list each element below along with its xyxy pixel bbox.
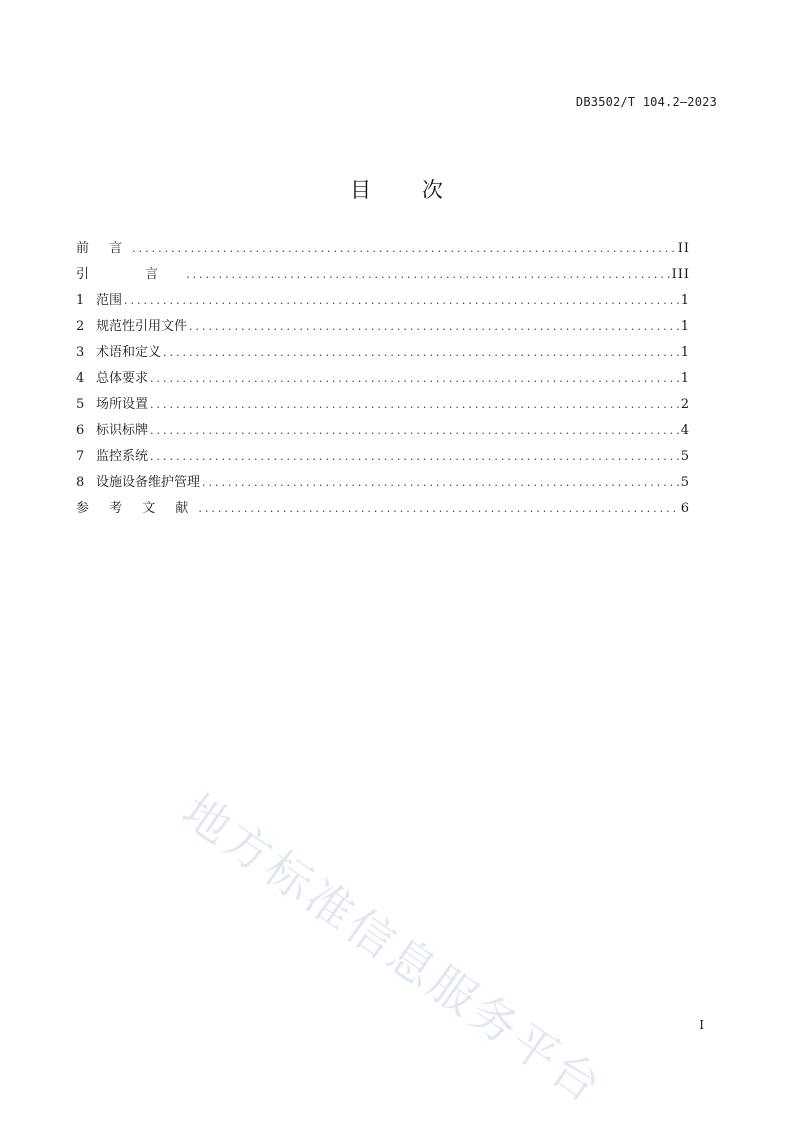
toc-entry-page: 6 <box>680 501 690 516</box>
toc-entry-label: 引 言 <box>76 267 185 282</box>
toc-entry-number: 7 <box>76 449 85 464</box>
toc-entry-number: 2 <box>76 319 85 334</box>
toc-entry-bibliography[interactable] <box>76 496 690 522</box>
toc-leader-dots <box>150 366 679 392</box>
toc-title: 目 次 <box>350 178 465 202</box>
toc-entry-page: 1 <box>680 371 690 386</box>
toc-entry-number: 8 <box>76 475 85 490</box>
toc-entry-label: 参 考 文 献 <box>76 501 197 516</box>
toc-entry-general-requirements[interactable] <box>76 366 690 392</box>
toc-entry-site-setup[interactable] <box>76 392 690 418</box>
toc-entry-page: 1 <box>680 345 690 360</box>
toc-leader-dots <box>198 496 678 522</box>
toc-leader-dots <box>150 418 679 444</box>
toc-entry-page: 5 <box>680 475 690 490</box>
toc-entry-normative-references[interactable] <box>76 314 690 340</box>
toc-entry-label: 监控系统 <box>96 449 149 464</box>
toc-entry-page: II <box>677 241 690 256</box>
toc-entry-page: 1 <box>680 319 690 334</box>
toc-entry-page: 2 <box>680 397 690 412</box>
toc-entry-label: 范围 <box>96 293 123 308</box>
toc-entry-foreword[interactable] <box>76 236 690 262</box>
toc-entry-number: 1 <box>76 293 85 308</box>
toc-entry-label: 总体要求 <box>96 371 149 386</box>
document-id: DB3502/T 104.2—2023 <box>575 95 717 109</box>
toc-leader-dots <box>163 340 679 366</box>
toc-entry-page: 4 <box>680 423 690 438</box>
toc-entry-number: 3 <box>76 345 85 360</box>
toc-leader-dots <box>132 236 676 262</box>
toc-entry-facility-maintenance[interactable] <box>76 470 690 496</box>
toc-leader-dots <box>186 262 669 288</box>
toc-entry-label: 前 言 <box>76 241 131 256</box>
toc-entry-label: 场所设置 <box>96 397 149 412</box>
toc-leader-dots <box>150 392 679 418</box>
toc-entry-label: 标识标牌 <box>96 423 149 438</box>
toc-entry-terms-definitions[interactable] <box>76 340 690 366</box>
toc-entry-number: 4 <box>76 371 85 386</box>
toc-leader-dots <box>189 314 679 340</box>
toc-entry-page: 1 <box>680 293 690 308</box>
toc-entry-label: 规范性引用文件 <box>96 319 188 334</box>
toc-entry-label: 设施设备维护管理 <box>96 475 201 490</box>
table-of-contents <box>76 236 690 522</box>
toc-entry-label: 术语和定义 <box>96 345 162 360</box>
toc-entry-introduction[interactable] <box>76 262 690 288</box>
toc-entry-signage[interactable] <box>76 418 690 444</box>
toc-entry-monitoring-system[interactable] <box>76 444 690 470</box>
toc-leader-dots <box>150 444 679 470</box>
toc-leader-dots <box>202 470 679 496</box>
page-number: I <box>699 1018 704 1032</box>
watermark: 地方标准信息服务平台 <box>172 783 614 1115</box>
toc-leader-dots <box>124 288 679 314</box>
toc-entry-number: 5 <box>76 397 85 412</box>
toc-entry-page: 5 <box>680 449 690 464</box>
toc-entry-number: 6 <box>76 423 85 438</box>
toc-entry-page: III <box>671 267 690 282</box>
toc-entry-scope[interactable] <box>76 288 690 314</box>
